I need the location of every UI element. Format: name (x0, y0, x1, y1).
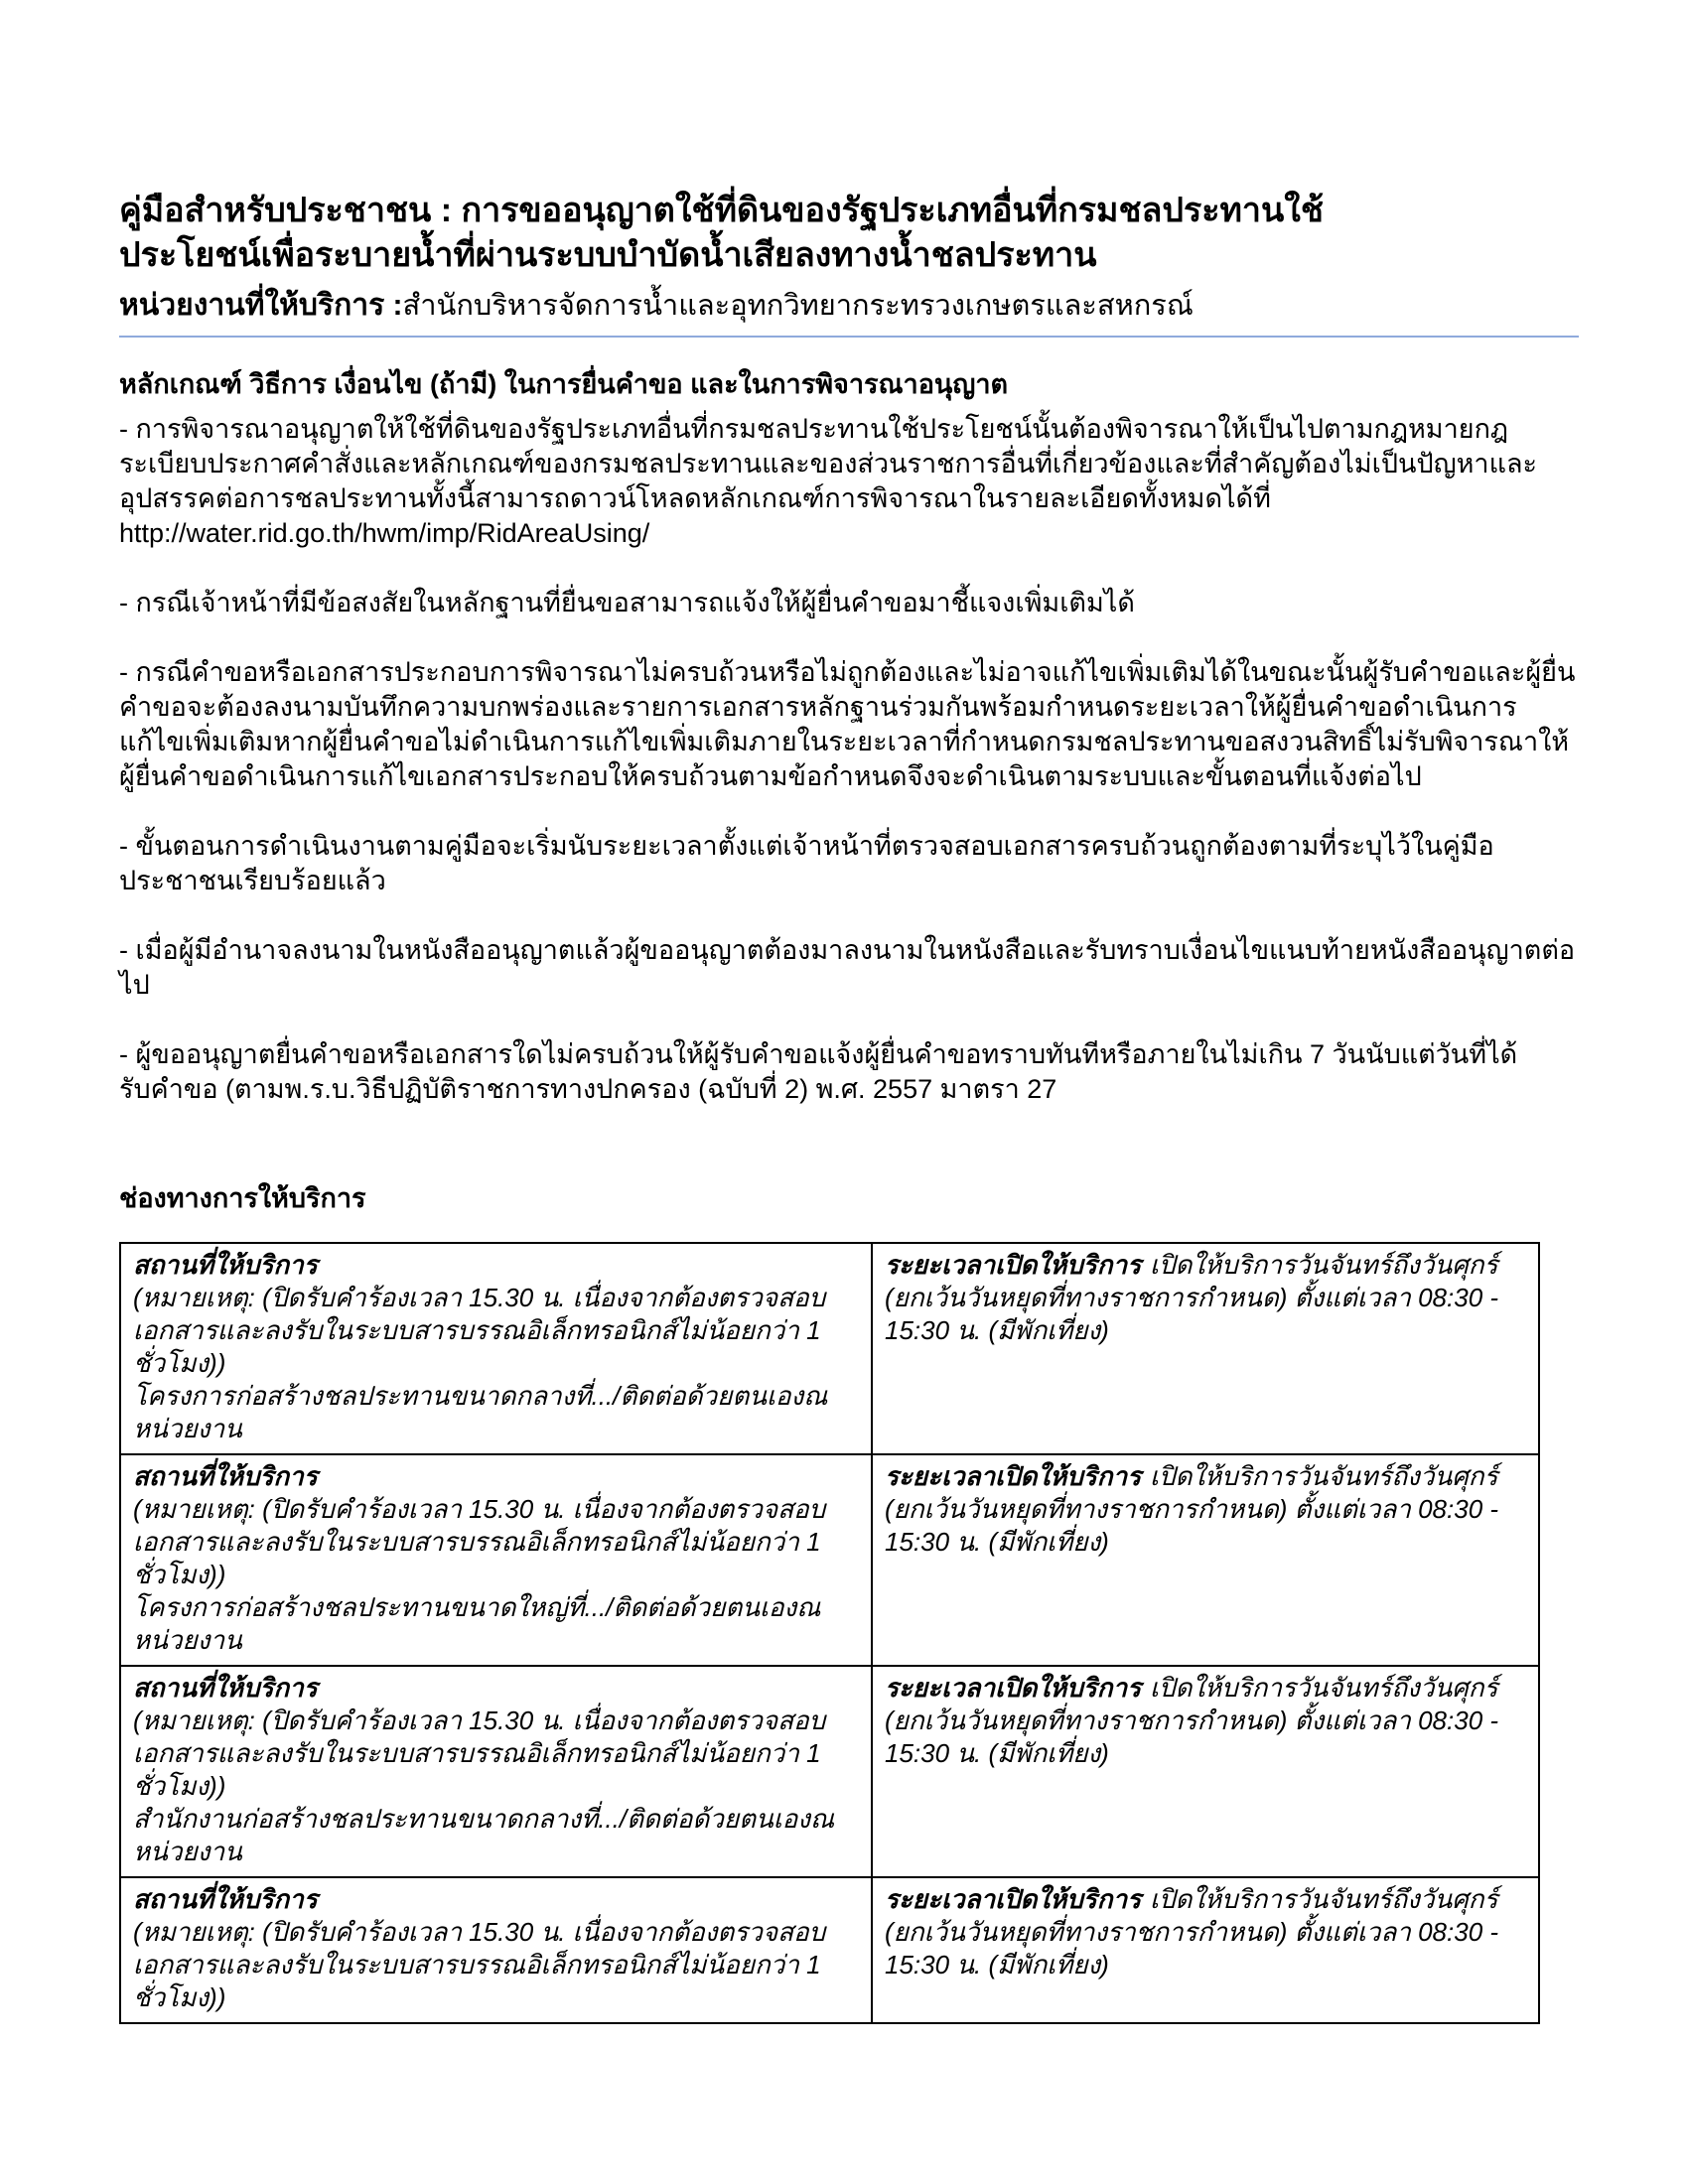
service-hours-value: เปิดให้บริการวันจันทร์ถึงวันศุกร์ (ยกเว้นวันหยุดที่ทางราชการกำหนด) ตั้งแต่เวลา 08:30 - 15:30 น. (มีพักเที่ยง) (885, 1461, 1499, 1558)
criteria-paragraph-6: - ผู้ขออนุญาตยื่นคำขอหรือเอกสารใดไม่ครบถ้วนให้ผู้รับคำขอแจ้งผู้ยื่นคำขอทราบทันทีหรือภายในไม่เกิน 7 วันนับแต่วันที่ได้รับคำขอ (ตามพ.ร.บ.วิธีปฏิบัติราชการทางปกครอง (ฉบับที่ 2) พ.ศ. 2557 มาตรา 27 (119, 1039, 1518, 1105)
table-row (120, 1454, 1539, 1666)
service-hours-value: เปิดให้บริการวันจันทร์ถึงวันศุกร์ (ยกเว้นวันหยุดที่ทางราชการกำหนด) ตั้งแต่เวลา 08:30 - 15:30 น. (มีพักเที่ยง) (885, 1884, 1499, 1980)
service-hours-cell (872, 1454, 1539, 1666)
criteria-paragraph-2: - กรณีเจ้าหน้าที่มีข้อสงสัยในหลักฐานที่ยื่นขอสามารถแจ้งให้ผู้ยื่นคำขอมาชี้แจงเพิ่มเติมได้ (119, 588, 1135, 618)
service-channels-table (119, 1242, 1540, 2024)
criteria-heading: หลักเกณฑ์ วิธีการ เงื่อนไข (ถ้ามี) ในการยื่นคำขอ และในการพิจารณาอนุญาต (119, 369, 1009, 400)
table-row (120, 1877, 1539, 2023)
page-title: คู่มือสำหรับประชาชน : การขออนุญาตใช้ที่ดินของรัฐประเภทอื่นที่กรมชลประทานใช้ประโยชน์เพื่อระบายน้ำที่ผ่านระบบบำบัดน้ำเสียลงทางน้ำชลประทาน (119, 192, 1324, 275)
service-hours-label: ระยะเวลาเปิดให้บริการ (885, 1461, 1142, 1492)
service-location-label: สถานที่ให้บริการ (133, 1250, 318, 1281)
service-hours-cell (872, 1243, 1539, 1454)
criteria-paragraph-1: - การพิจารณาอนุญาตให้ใช้ที่ดินของรัฐประเภทอื่นที่กรมชลประทานใช้ประโยชน์นั้นต้องพิจารณาให้เป็นไปตามกฎหมายกฎระเบียบประกาศคำสั่งและหลักเกณฑ์ของกรมชลประทานและของส่วนราชการอื่นที่เกี่ยวข้องและที่สำคัญต้องไม่เป็นปัญหาและอุปสรรคต่อการชลประทานทั้งนี้สามารถดาวน์โหลดหลักเกณฑ์การพิจารณาในรายละเอียดทั้งหมดได้ที่ http://water.rid.go.th/hwm/imp/RidAreaUsing/ (119, 414, 1538, 549)
service-location-note: (หมายเหตุ: (ปิดรับคำร้องเวลา 15.30 น. เนื่องจากต้องตรวจสอบเอกสารและลงรับในระบบสารบรรณอิเล็กทรอนิกส์ไม่น้อยกว่า 1 ชั่วโมง)) (133, 1283, 826, 1379)
service-location-detail: สำนักงานก่อสร้างชลประทานขนาดกลางที่.../ติดต่อด้วยตนเองณหน่วยงาน (133, 1804, 835, 1867)
service-hours-label: ระยะเวลาเปิดให้บริการ (885, 1884, 1142, 1915)
service-location-note: (หมายเหตุ: (ปิดรับคำร้องเวลา 15.30 น. เนื่องจากต้องตรวจสอบเอกสารและลงรับในระบบสารบรรณอิเล็กทรอนิกส์ไม่น้อยกว่า 1 ชั่วโมง)) (133, 1706, 826, 1802)
agency-label: หน่วยงานที่ให้บริการ : (119, 289, 403, 323)
service-location-cell (120, 1666, 872, 1877)
service-hours-value: เปิดให้บริการวันจันทร์ถึงวันศุกร์ (ยกเว้นวันหยุดที่ทางราชการกำหนด) ตั้งแต่เวลา 08:30 - 15:30 น. (มีพักเที่ยง) (885, 1250, 1499, 1346)
service-location-cell (120, 1877, 872, 2023)
agency-line (119, 286, 1579, 326)
service-location-cell (120, 1243, 872, 1454)
service-location-label: สถานที่ให้บริการ (133, 1673, 318, 1704)
service-location-detail: โครงการก่อสร้างชลประทานขนาดกลางที่.../ติดต่อด้วยตนเองณหน่วยงาน (133, 1381, 828, 1444)
service-hours-cell (872, 1666, 1539, 1877)
channels-heading: ช่องทางการให้บริการ (119, 1183, 366, 1214)
service-location-note: (หมายเหตุ: (ปิดรับคำร้องเวลา 15.30 น. เนื่องจากต้องตรวจสอบเอกสารและลงรับในระบบสารบรรณอิเล็กทรอนิกส์ไม่น้อยกว่า 1 ชั่วโมง)) (133, 1494, 826, 1590)
service-hours-value: เปิดให้บริการวันจันทร์ถึงวันศุกร์ (ยกเว้นวันหยุดที่ทางราชการกำหนด) ตั้งแต่เวลา 08:30 - 15:30 น. (มีพักเที่ยง) (885, 1673, 1499, 1769)
agency-value: สำนักบริหารจัดการน้ำและอุทกวิทยากระทรวงเกษตรและสหกรณ์ (402, 290, 1194, 323)
table-row (120, 1243, 1539, 1454)
criteria-paragraph-5: - เมื่อผู้มีอำนาจลงนามในหนังสืออนุญาตแล้วผู้ขออนุญาตต้องมาลงนามในหนังสือและรับทราบเงื่อนไขแนบท้ายหนังสืออนุญาตต่อไป (119, 935, 1576, 1001)
service-location-detail: โครงการก่อสร้างชลประทานขนาดใหญ่ที่.../ติดต่อด้วยตนเองณหน่วยงาน (133, 1592, 821, 1656)
service-hours-cell (872, 1877, 1539, 2023)
service-location-label: สถานที่ให้บริการ (133, 1461, 318, 1492)
criteria-paragraph-4: - ขั้นตอนการดำเนินงานตามคู่มือจะเริ่มนับระยะเวลาตั้งแต่เจ้าหน้าที่ตรวจสอบเอกสารครบถ้วนถูกต้องตามที่ระบุไว้ในคู่มือประชาชนเรียบร้อยแล้ว (119, 831, 1494, 896)
service-hours-label: ระยะเวลาเปิดให้บริการ (885, 1250, 1142, 1281)
table-row (120, 1666, 1539, 1877)
service-location-note: (หมายเหตุ: (ปิดรับคำร้องเวลา 15.30 น. เนื่องจากต้องตรวจสอบเอกสารและลงรับในระบบสารบรรณอิเล็กทรอนิกส์ไม่น้อยกว่า 1 ชั่วโมง)) (133, 1917, 826, 2013)
header-divider (119, 336, 1579, 338)
criteria-paragraph-3: - กรณีคำขอหรือเอกสารประกอบการพิจารณาไม่ครบถ้วนหรือไม่ถูกต้องและไม่อาจแก้ไขเพิ่มเติมได้ในขณะนั้นผู้รับคำขอและผู้ยื่นคำขอจะต้องลงนามบันทึกความบกพร่องและรายการเอกสารหลักฐานร่วมกันพร้อมกำหนดระยะเวลาให้ผู้ยื่นคำขอดำเนินการแก้ไขเพิ่มเติมหากผู้ยื่นคำขอไม่ดำเนินการแก้ไขเพิ่มเติมภายในระยะเวลาที่กำหนดกรมชลประทานขอสงวนสิทธิ์ไม่รับพิจารณาให้ผู้ยื่นคำขอดำเนินการแก้ไขเอกสารประกอบให้ครบถ้วนตามข้อกำหนดจึงจะดำเนินตามระบบและขั้นตอนที่แจ้งต่อไป (119, 657, 1576, 792)
service-location-cell (120, 1454, 872, 1666)
service-location-label: สถานที่ให้บริการ (133, 1884, 318, 1915)
service-hours-label: ระยะเวลาเปิดให้บริการ (885, 1673, 1142, 1704)
